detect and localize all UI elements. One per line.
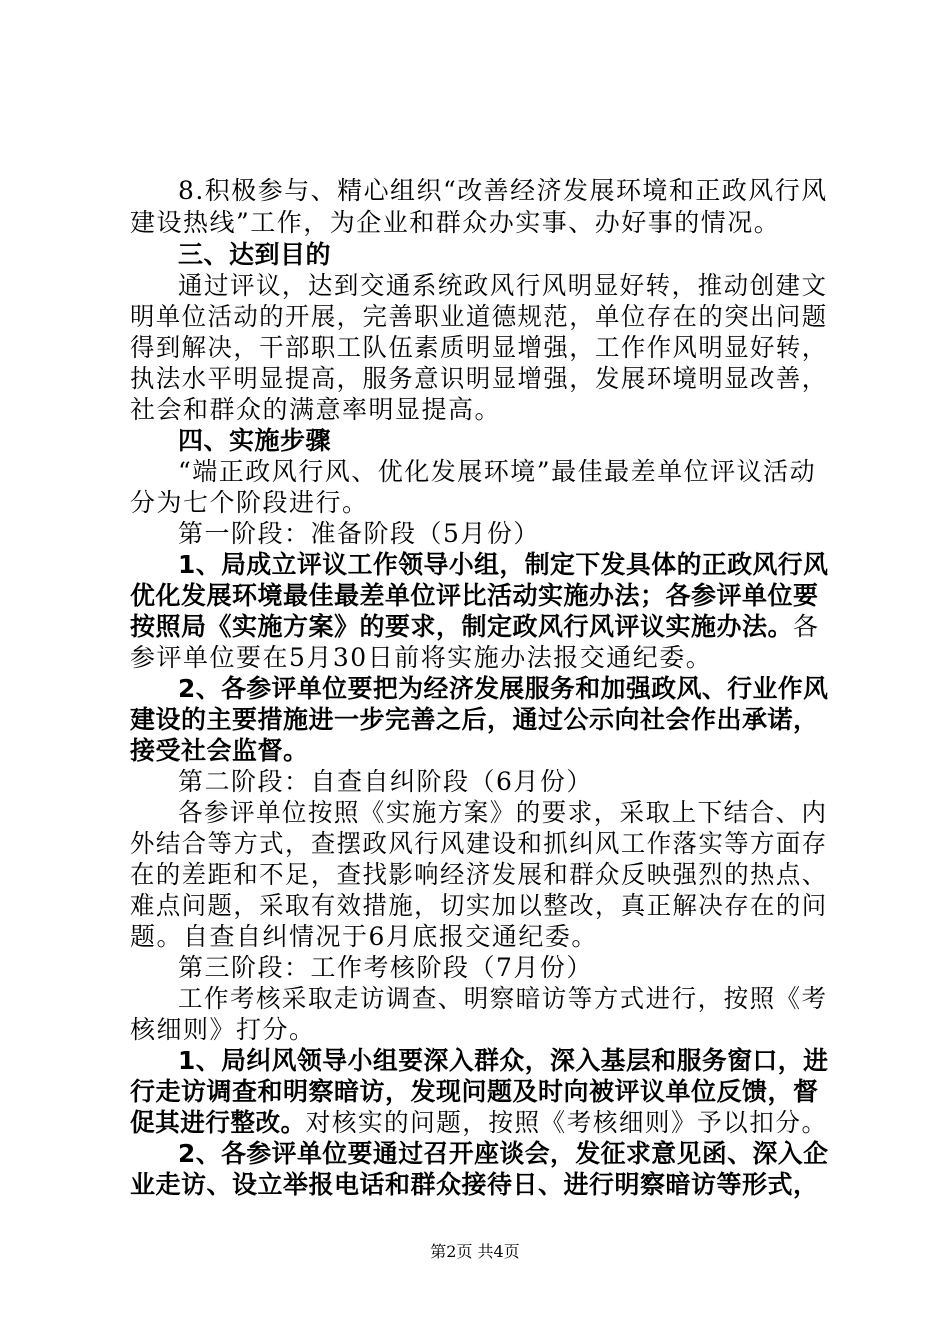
page-footer: 第2页 共4页 [430, 1242, 520, 1261]
text-line: “端正政风行风、优化发展环境”最佳最差单位评议活动 [178, 457, 817, 486]
text-line: 工作考核采取走访调查、明察暗访等方式进行，按照《考 [178, 984, 828, 1013]
text-segment: 对核实的问题，按照《考核细则》予以扣分。 [305, 1108, 828, 1137]
text-line: 建设的主要措施进一步完善之后，通过公示向社会作出承诺， [130, 705, 819, 734]
section-heading: 三、达到目的 [178, 240, 332, 269]
text-line: 明单位活动的开展，完善职业道德规范，单位存在的突出问题 [130, 302, 828, 331]
text-line: 题。自查自纠情况于6月底报交通纪委。 [130, 922, 598, 951]
text-line: 在的差距和不足，查找影响经济发展和群众反映强烈的热点、 [130, 860, 828, 889]
text-line: 建设热线”工作，为企业和群众办实事、办好事的情况。 [130, 208, 781, 237]
stage-heading: 第二阶段：自查自纠阶段（6月份） [178, 767, 593, 796]
text-line [130, 1108, 828, 1138]
text-segment-bold: 按照局《实施方案》的要求，制定政风行风评议实施办法。 [130, 612, 794, 641]
text-line: 社会和群众的满意率明显提高。 [130, 395, 502, 424]
text-line: 通过评议，达到交通系统政风行风明显好转，推动创建文 [178, 271, 828, 300]
text-line: 难点问题，采取有效措施，切实加以整改，真正解决存在的问 [130, 891, 828, 920]
text-line: 1、局成立评议工作领导小组，制定下发具体的正政风行风 [178, 550, 829, 579]
text-line: 8.积极参与、精心组织“改善经济发展环境和正政风行风 [178, 176, 828, 205]
text-line: 外结合等方式，查摆政风行风建设和抓纠风工作落实等方面存 [130, 829, 828, 858]
text-line: 核细则》打分。 [130, 1015, 316, 1044]
text-line: 1、局纠风领导小组要深入群众，深入基层和服务窗口，进 [178, 1046, 829, 1075]
text-line: 行走访调查和明察暗访，发现问题及时向被评议单位反馈，督 [130, 1077, 819, 1106]
text-segment-bold: 促其进行整改。 [130, 1108, 306, 1137]
section-heading: 四、实施步骤 [178, 426, 332, 455]
text-line: 得到解决，干部职工队伍素质明显增强，工作作风明显好转， [130, 333, 828, 362]
text-line: 业走访、设立举报电话和群众接待日、进行明察暗访等形式， [130, 1170, 819, 1199]
text-segment: 各 [793, 612, 820, 641]
stage-heading: 第三阶段：工作考核阶段（7月份） [178, 953, 593, 982]
text-line: 2、各参评单位要把为经济发展服务和加强政风、行业作风 [178, 674, 829, 703]
text-line: 参评单位要在5月30日前将实施办法报交通纪委。 [130, 643, 713, 672]
stage-heading: 第一阶段：准备阶段（5月份） [178, 519, 540, 548]
text-line: 优化发展环境最佳最差单位评比活动实施办法；各参评单位要 [130, 581, 819, 610]
text-line: 执法水平明显提高，服务意识明显增强，发展环境明显改善， [130, 364, 828, 393]
text-line: 分为七个阶段进行。 [130, 488, 369, 517]
text-line [130, 612, 820, 642]
text-line: 各参评单位按照《实施方案》的要求，采取上下结合、内 [178, 798, 828, 827]
text-line: 2、各参评单位要通过召开座谈会，发征求意见函、深入企 [178, 1139, 829, 1168]
text-line: 接受社会监督。 [130, 736, 309, 765]
